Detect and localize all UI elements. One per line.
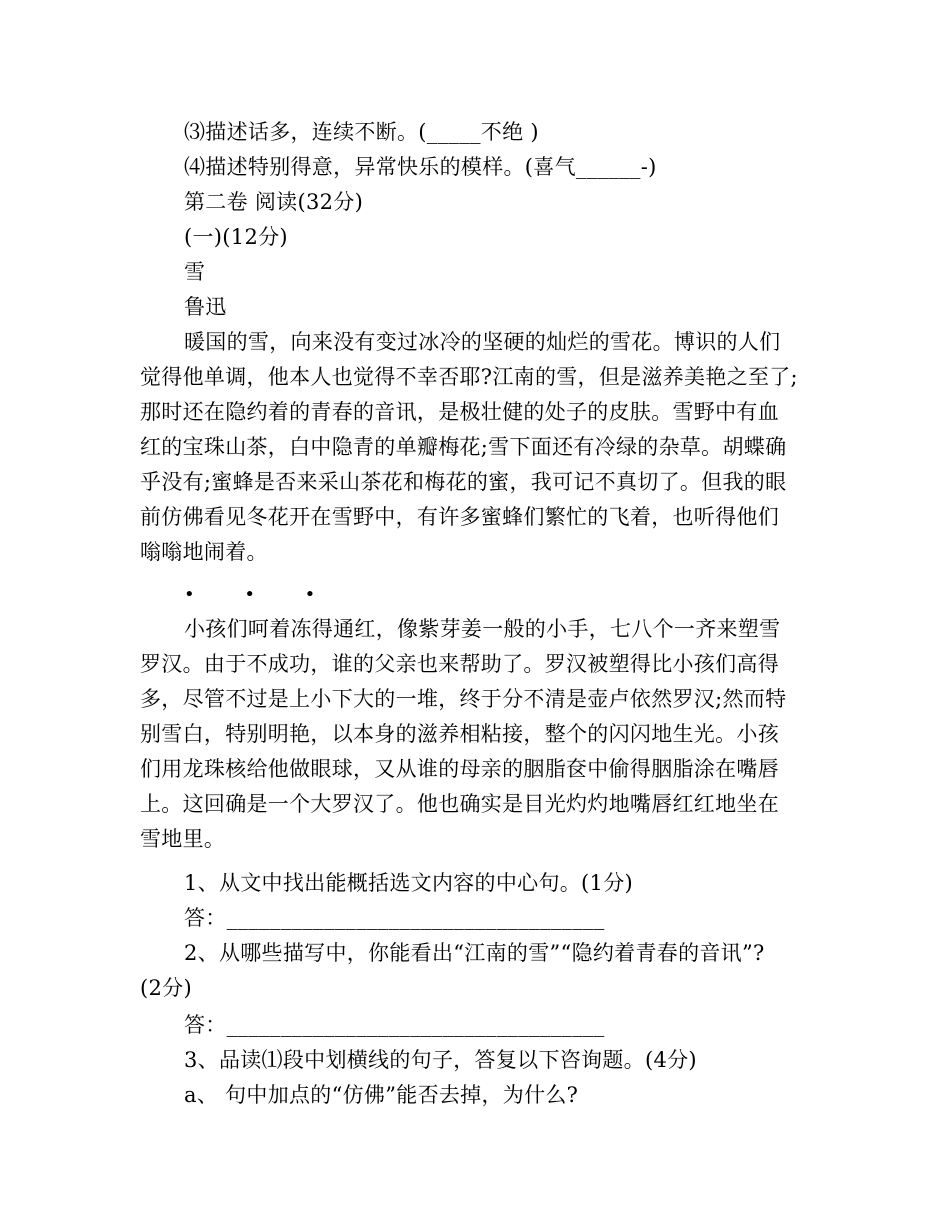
paragraph-1-line-7: 嗡嗡地闹着。 — [140, 540, 268, 564]
section-heading: 第二卷 阅读(32分) — [184, 190, 364, 214]
paragraph-2-line-5: 们用龙珠核给他做眼球，又从谁的母亲的胭脂奁中偷得胭脂涂在嘴唇 — [140, 757, 779, 781]
paragraph-1-line-5: 乎没有;蜜蜂是否来采山茶花和梅花的蜜，我可记不真切了。但我的眼 — [140, 470, 787, 494]
paragraph-1-line-3: 那时还在隐约着的青春的音讯，是极壮健的处子的皮肤。雪野中有血 — [140, 400, 779, 424]
answer-line-1: 答：___________________________________ — [184, 906, 605, 930]
question-3a: a、 句中加点的“仿佛”能否去掉，为什么? — [184, 1083, 579, 1107]
paragraph-1-line-2: 觉得他单调，他本人也觉得不幸否耶?江南的雪，但是滋养美艳之至了; — [140, 365, 798, 389]
article-title: 雪 — [184, 260, 206, 284]
question-2: 2、从哪些描写中，你能看出“江南的雪”“隐约着青春的音讯”? — [184, 941, 765, 965]
paragraph-1-line-6: 前仿佛看见冬花开在雪野中，有许多蜜蜂们繁忙的飞着，也听得他们 — [140, 505, 779, 529]
vocab-item-4: ⑷描述特别得意，异常快乐的模样。(喜气______-) — [184, 155, 657, 179]
vocab-item-3: ⑶描述话多，连续不断。(_____不绝 ) — [184, 120, 539, 144]
paragraph-2-line-6: 上。这回确是一个大罗汉了。他也确实是目光灼灼地嘴唇红红地坐在 — [140, 792, 779, 816]
paragraph-2-line-7: 雪地里。 — [140, 827, 226, 851]
paragraph-1-line-1: 暖国的雪，向来没有变过冰冷的坚硬的灿烂的雪花。博识的人们 — [184, 330, 781, 354]
answer-line-2: 答：___________________________________ — [184, 1013, 605, 1037]
ellipsis-dots: • • • — [184, 584, 338, 605]
subsection-heading: (一)(12分) — [184, 225, 288, 249]
article-author: 鲁迅 — [184, 295, 227, 319]
paragraph-2-line-1: 小孩们呵着冻得通红，像紫芽姜一般的小手，七八个一齐来塑雪 — [184, 617, 781, 641]
paragraph-2-line-2: 罗汉。由于不成功，谁的父亲也来帮助了。罗汉被塑得比小孩们高得 — [140, 652, 779, 676]
question-3: 3、品读⑴段中划横线的句子，答复以下咨询题。(4分) — [184, 1048, 697, 1072]
paragraph-2-line-4: 别雪白，特别明艳，以本身的滋养相粘接，整个的闪闪地生光。小孩 — [140, 722, 779, 746]
paragraph-2-line-3: 多，尽管不过是上小下大的一堆，终于分不清是壶卢依然罗汉;然而特 — [140, 687, 787, 711]
paragraph-1-line-4: 红的宝珠山茶，白中隐青的单瓣梅花;雪下面还有冷绿的杂草。胡蝶确 — [140, 435, 787, 459]
question-1: 1、从文中找出能概括选文内容的中心句。(1分) — [184, 871, 634, 895]
question-2-points: (2分) — [140, 976, 192, 1000]
